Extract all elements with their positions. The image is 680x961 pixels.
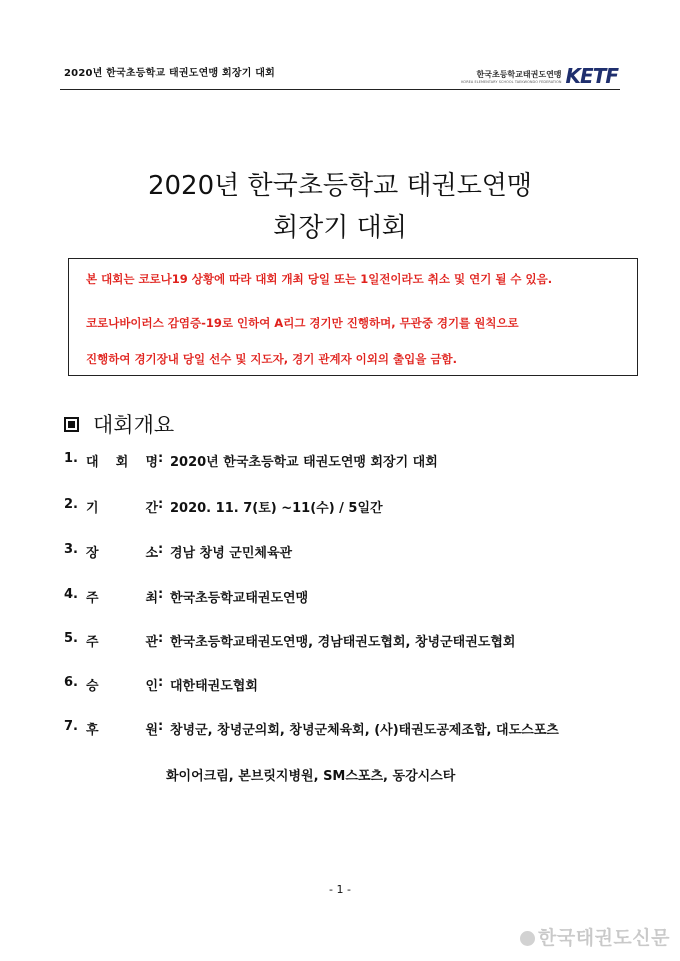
- federation-logo: [461, 66, 618, 86]
- item-label: 후 원: [86, 723, 158, 738]
- item-label: 주 관: [86, 635, 158, 650]
- overview-item-sponsors: 7. 후 원 : 창녕군, 창녕군의회, 창녕군체육회, (사)태권도공제조합, 대도스포츠: [64, 719, 559, 738]
- ketf-logo-mark: KETF: [565, 64, 618, 88]
- overview-item-name: 1. 대 회 명 : 2020년 한국초등학교 태권도연맹 회장기 대회: [64, 451, 438, 470]
- logo-english-text: KOREA ELEMENTARY SCHOOL TAEKWONDO FEDERATION: [461, 79, 562, 84]
- item-label: 대 회 명: [86, 455, 158, 470]
- watermark-logo-icon: [520, 931, 535, 946]
- section-heading: [64, 409, 174, 439]
- square-bullet-icon: [64, 417, 79, 432]
- page-number: - 1 -: [329, 883, 351, 896]
- notice-line-2: 코로나바이러스 감염증-19로 인하여 A리그 경기만 진행하며, 무관중 경기를 원칙으로: [86, 316, 519, 330]
- item-value: 경남 창녕 군민체육관: [170, 546, 293, 561]
- document-title-line-1: 2020년 한국초등학교 태권도연맹: [147, 171, 533, 201]
- notice-line-3: 진행하여 경기장내 당일 선수 및 지도자, 경기 관계자 이외의 출입을 금함.: [86, 352, 457, 366]
- document-title-line-2: 회장기 대회: [273, 213, 407, 243]
- overview-item-approval: 6. 승 인 : 대한태권도협회: [64, 675, 258, 694]
- sponsors-continued: 화이어크림, 본브릿지병원, SM스포츠, 동강시스타: [166, 769, 456, 784]
- item-label: 장 소: [86, 546, 158, 561]
- overview-item-organizer: 5. 주 관 : 한국초등학교태권도연맹, 경남태권도협회, 창녕군태권도협회: [64, 631, 516, 650]
- logo-korean-text: 한국초등학교태권도연맹: [476, 69, 562, 79]
- item-value: 창녕군, 창녕군의회, 창녕군체육회, (사)태권도공제조합, 대도스포츠: [170, 723, 559, 738]
- item-value: 한국초등학교태권도연맹, 경남태권도협회, 창녕군태권도협회: [170, 635, 516, 650]
- header-divider: [60, 89, 620, 90]
- header-title: 2020년 한국초등학교 태권도연맹 회장기 대회: [64, 68, 275, 79]
- overview-item-host: 4. 주 최 : 한국초등학교태권도연맹: [64, 587, 309, 606]
- section-title: 대회개요: [93, 413, 175, 437]
- item-label: 기 간: [86, 501, 158, 516]
- item-value: 대한태권도협회: [170, 679, 258, 694]
- notice-line-1: 본 대회는 코로나19 상황에 따라 대회 개최 당일 또는 1일전이라도 취소 및 연기 될 수 있음.: [86, 272, 553, 286]
- watermark: 한국태권도신문: [520, 923, 670, 950]
- item-value: 2020. 11. 7(토) ~11(수) / 5일간: [170, 501, 383, 516]
- item-label: 승 인: [86, 679, 158, 694]
- notice-box: [68, 258, 638, 376]
- overview-item-venue: 3. 장 소 : 경남 창녕 군민체육관: [64, 542, 293, 561]
- item-value: 2020년 한국초등학교 태권도연맹 회장기 대회: [170, 455, 438, 470]
- item-label: 주 최: [86, 591, 158, 606]
- overview-item-period: 2. 기 간 : 2020. 11. 7(토) ~11(수) / 5일간: [64, 497, 383, 516]
- item-value: 한국초등학교태권도연맹: [170, 591, 309, 606]
